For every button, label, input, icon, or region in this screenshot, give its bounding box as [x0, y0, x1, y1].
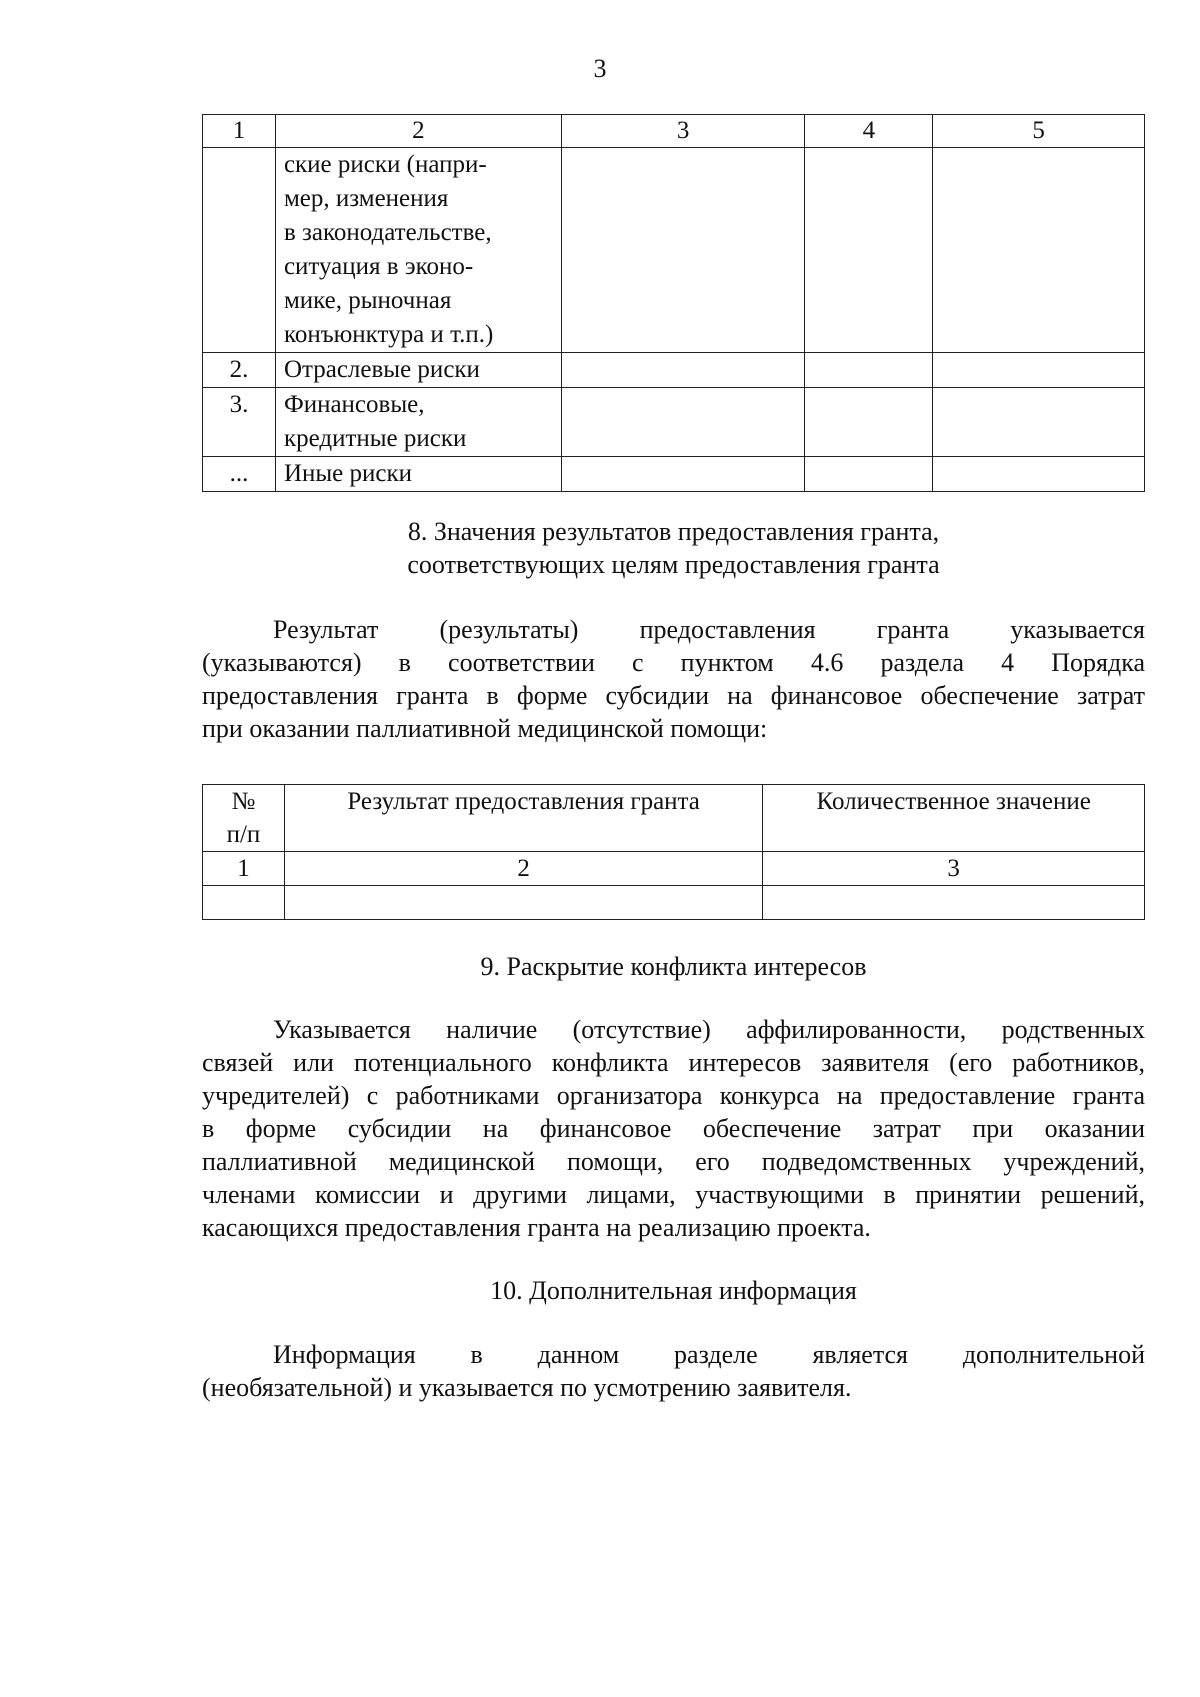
- results-value-header: Количественное значение: [763, 785, 1145, 852]
- paragraph-line: предоставления гранта в форме субсидии на финансовое обеспечение затрат: [202, 681, 1145, 710]
- section-10-title: 10. Дополнительная информация: [490, 1276, 857, 1305]
- risk-name-cell: [275, 388, 561, 457]
- risk-name-line: конъюнктура и т.п.): [283, 321, 494, 348]
- section-9-paragraph: [202, 1013, 1145, 1244]
- section-8-paragraph: [202, 613, 1145, 745]
- paragraph-line: Результат (результаты) предоставления гранта указывается: [273, 615, 1145, 644]
- risk-row-number: [203, 148, 276, 353]
- risk-name-line: ситуация в эконо-: [283, 253, 474, 280]
- risk-name-line: Финансовые,: [283, 391, 425, 418]
- results-num-header-line: п/п: [226, 821, 261, 848]
- results-index-cell: 3: [763, 852, 1145, 886]
- paragraph-line: (необязательной) и указывается по усмотрению заявителя.: [202, 1373, 852, 1402]
- paragraph-line: связей или потенциального конфликта интересов заявителя (его работников,: [202, 1048, 1145, 1077]
- risk-name-line: Иные риски: [283, 460, 413, 487]
- empty-cell: [763, 886, 1145, 920]
- risks-col-4-header: 4: [805, 115, 933, 148]
- paragraph-line: касающихся предоставления гранта на реализацию проекта.: [202, 1213, 871, 1242]
- results-index-cell: 2: [284, 852, 762, 886]
- risks-table: [202, 114, 1145, 492]
- table-row: [203, 852, 1145, 886]
- risk-name-line: кредитные риски: [283, 425, 467, 452]
- empty-cell: [805, 353, 933, 388]
- results-table: [202, 784, 1145, 920]
- paragraph-line: Информация в данном разделе является дополнительной: [273, 1340, 1145, 1369]
- risk-name-line: ские риски (напри-: [283, 151, 487, 178]
- risk-name-line: Отраслевые риски: [283, 356, 480, 383]
- risks-col-3-header: 3: [561, 115, 805, 148]
- risks-col-2-header: 2: [275, 115, 561, 148]
- empty-cell: [805, 457, 933, 492]
- section-9-title: 9. Раскрытие конфликта интересов: [480, 952, 867, 981]
- table-row: [203, 886, 1145, 920]
- paragraph-line: паллиативной медицинской помощи, его подведомственных учреждений,: [202, 1147, 1145, 1176]
- risk-name-cell: [275, 353, 561, 388]
- empty-cell: [805, 388, 933, 457]
- empty-cell: [933, 388, 1145, 457]
- section-8-title-line: соответствующих целям предоставления гранта: [407, 550, 940, 579]
- paragraph-line: (указываются) в соответствии с пунктом 4.6 раздела 4 Порядка: [202, 648, 1145, 677]
- paragraph-line: в форме субсидии на финансовое обеспечение затрат при оказании: [202, 1114, 1145, 1143]
- risk-name-line: в законодательстве,: [283, 219, 492, 246]
- empty-cell: [561, 457, 805, 492]
- empty-cell: [933, 353, 1145, 388]
- results-num-header: [203, 785, 285, 852]
- table-row: [203, 457, 1145, 492]
- section-8-title-line: 8. Значения результатов предоставления гранта,: [407, 517, 940, 546]
- empty-cell: [933, 148, 1145, 353]
- risk-row-number: ...: [203, 457, 276, 492]
- paragraph-line: членами комиссии и другими лицами, участвующими в принятии решений,: [202, 1180, 1145, 1209]
- risks-col-5-header: 5: [933, 115, 1145, 148]
- table-row: [203, 353, 1145, 388]
- paragraph-line: учредителей) с работниками организатора конкурса на предоставление гранта: [202, 1081, 1145, 1110]
- empty-cell: [933, 457, 1145, 492]
- empty-cell: [284, 886, 762, 920]
- empty-cell: [561, 388, 805, 457]
- paragraph-line: Указывается наличие (отсутствие) аффилированности, родственных: [273, 1015, 1145, 1044]
- empty-cell: [561, 353, 805, 388]
- risk-row-number: 3.: [203, 388, 276, 457]
- table-row: [203, 388, 1145, 457]
- risk-row-number: 2.: [203, 353, 276, 388]
- risk-name-cell: [275, 457, 561, 492]
- paragraph-line: при оказании паллиативной медицинской помощи:: [202, 714, 768, 743]
- risk-name-line: мике, рыночная: [283, 287, 452, 314]
- risks-table-header-row: [203, 115, 1145, 148]
- results-table-header-row: [203, 785, 1145, 852]
- results-num-header-line: №: [231, 788, 256, 815]
- empty-cell: [805, 148, 933, 353]
- results-result-header: Результат предоставления гранта: [284, 785, 762, 852]
- empty-cell: [561, 148, 805, 353]
- section-8-title: [202, 515, 1145, 581]
- risks-col-1-header: 1: [203, 115, 276, 148]
- table-row: [203, 148, 1145, 353]
- page-number: 3: [593, 54, 607, 83]
- section-10-paragraph: [202, 1338, 1145, 1404]
- risk-name-cell: [275, 148, 561, 353]
- risk-name-line: мер, изменения: [283, 185, 449, 212]
- results-index-cell: 1: [203, 852, 285, 886]
- empty-cell: [203, 886, 285, 920]
